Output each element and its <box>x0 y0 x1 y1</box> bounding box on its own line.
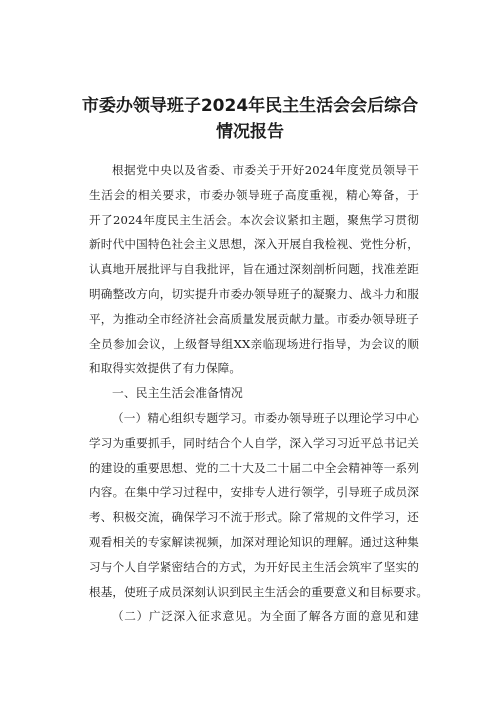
body-text-line: 观看相关的专家解读视频，加深对理论知识的理解。通过这种集 <box>89 534 419 549</box>
body-text-line: （一）精心组织专题学习。市委办领导班子以理论学习中心 <box>112 410 419 425</box>
body-text-line: 明确整改方向，切实提升市委办领导班子的凝聚力、战斗力和服 <box>89 286 419 301</box>
body-text-line: 新时代中国特色社会主义思想，深入开展自我检视、党性分析， <box>89 237 419 252</box>
body-text-line: 开了2024年度民主生活会。本次会议紧扣主题，聚焦学习贯彻 <box>89 212 419 227</box>
document-title-line-2: 情况报告 <box>216 122 284 142</box>
section-heading: 一、民主生活会准备情况 <box>112 386 243 401</box>
document-title-line-1: 市委办领导班子2024年民主生活会会后综合 <box>81 96 419 116</box>
body-text-line: 考、积极交流，确保学习不流于形式。除了常规的文件学习，还 <box>89 510 419 525</box>
body-text-line: 习与个人自学紧密结合的方式，为开好民主生活会筑牢了坚实的 <box>89 559 419 574</box>
body-text-line: 认真地开展批评与自我批评，旨在通过深刻剖析问题，找准差距 <box>89 262 419 277</box>
body-text-line: 全员参加会议，上级督导组XX亲临现场进行指导，为会议的顺 <box>89 336 419 351</box>
body-text-line: 学习为重要抓手，同时结合个人自学，深入学习习近平总书记关 <box>89 435 419 450</box>
body-text-line: 生活会的相关要求，市委办领导班子高度重视，精心筹备，于 <box>89 187 419 202</box>
body-text-line: 根基，使班子成员深刻认识到民主生活会的重要意义和目标要求。 <box>89 584 429 599</box>
body-text-line: 的建设的重要思想、党的二十大及二十届二中全会精神等一系列 <box>89 460 419 475</box>
body-text-line: 内容。在集中学习过程中，安排专人进行领学，引导班子成员深 <box>89 485 419 500</box>
body-text-line: 根据党中央以及省委、市委关于开好2024年度党员领导干 <box>112 163 419 177</box>
body-text-line: 平，为推动全市经济社会高质量发展贡献力量。市委办领导班子 <box>89 311 419 326</box>
body-text-line: 和取得实效提供了有力保障。 <box>89 361 242 376</box>
body-text-line: （二）广泛深入征求意见。为全面了解各方面的意见和建 <box>112 609 419 624</box>
document-body <box>89 158 429 629</box>
